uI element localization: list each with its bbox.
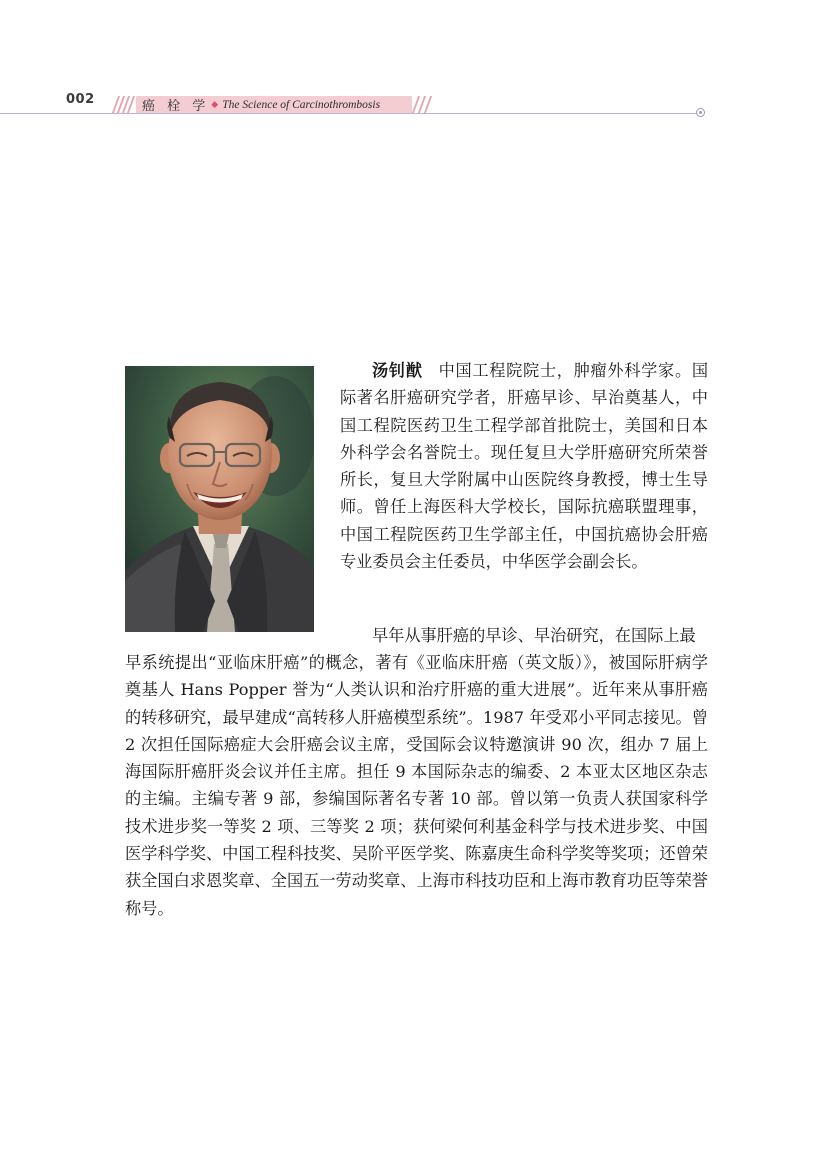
- header-stripes-left: [113, 96, 135, 113]
- book-title-cn: 癌 栓 学: [142, 99, 210, 114]
- header-stripes-right: [411, 96, 437, 113]
- book-title-en: The Science of Carcinothrombosis: [222, 98, 381, 111]
- diamond-icon: ◆: [211, 99, 219, 110]
- book-title-band: [136, 96, 412, 113]
- person-name: 汤钊猷: [372, 361, 423, 380]
- bio-paragraph-2: 早系统提出“亚临床肝癌”的概念，著有《亚临床肝癌（英文版）》，被国际肝病学奠基人 Hans Popper 誉为“人类认识和治疗肝癌的重大进展”。近年来从事肝癌的转移研究，最早建成“高转移人肝癌模型系统”。1987 年受邓小平同志接见。曾 2 次担任国际癌症大会肝癌会议主席，受国际会议特邀演讲 90 次，组办 7 届上海国际肝癌肝炎会议并任主席。担任 9 本国际杂志的编委、2 本亚太区地区杂志的主编。主编专著 9 部，参编国际著名专著 10 部。曾以第一负责人获国家科学技术进步奖一等奖 2 项、三等奖 2 项；获何梁何利基金科学与技术进步奖、中国医学科学奖、中国工程科技奖、吴阶平医学奖、陈嘉庚生命科学奖等奖项；还曾荣获全国白求恩奖章、全国五一劳动奖章、上海市科技功臣和上海市教育功臣等荣誉称号。: [125, 653, 708, 918]
- header-rule: [0, 113, 698, 114]
- portrait-photo: [125, 366, 314, 632]
- portrait-illustration: [125, 366, 314, 632]
- bio-paragraph-2-first-line: [340, 622, 708, 649]
- page-number: 002: [66, 92, 95, 107]
- header-circle-ornament: [696, 108, 705, 117]
- running-header: [0, 0, 831, 130]
- bio-paragraph-1-text: 中国工程院院士，肿瘤外科学家。国际著名肝癌研究学者，肝癌早诊、早治奠基人，中国工程院医药卫生工程学部首批院士，美国和日本外科学会名誉院士。现任复旦大学肝癌研究所荣誉所长，复旦大学附属中山医院终身教授，博士生导师。曾任上海医科大学校长，国际抗癌联盟理事，中国工程院医药卫生学部主任，中国抗癌协会肝癌专业委员会主任委员，中华医学会副会长。: [340, 361, 709, 572]
- bio-paragraph-1: [340, 357, 708, 575]
- bio-paragraph-2-lead: 早年从事肝癌的早诊、早治研究，在国际上最: [372, 626, 696, 645]
